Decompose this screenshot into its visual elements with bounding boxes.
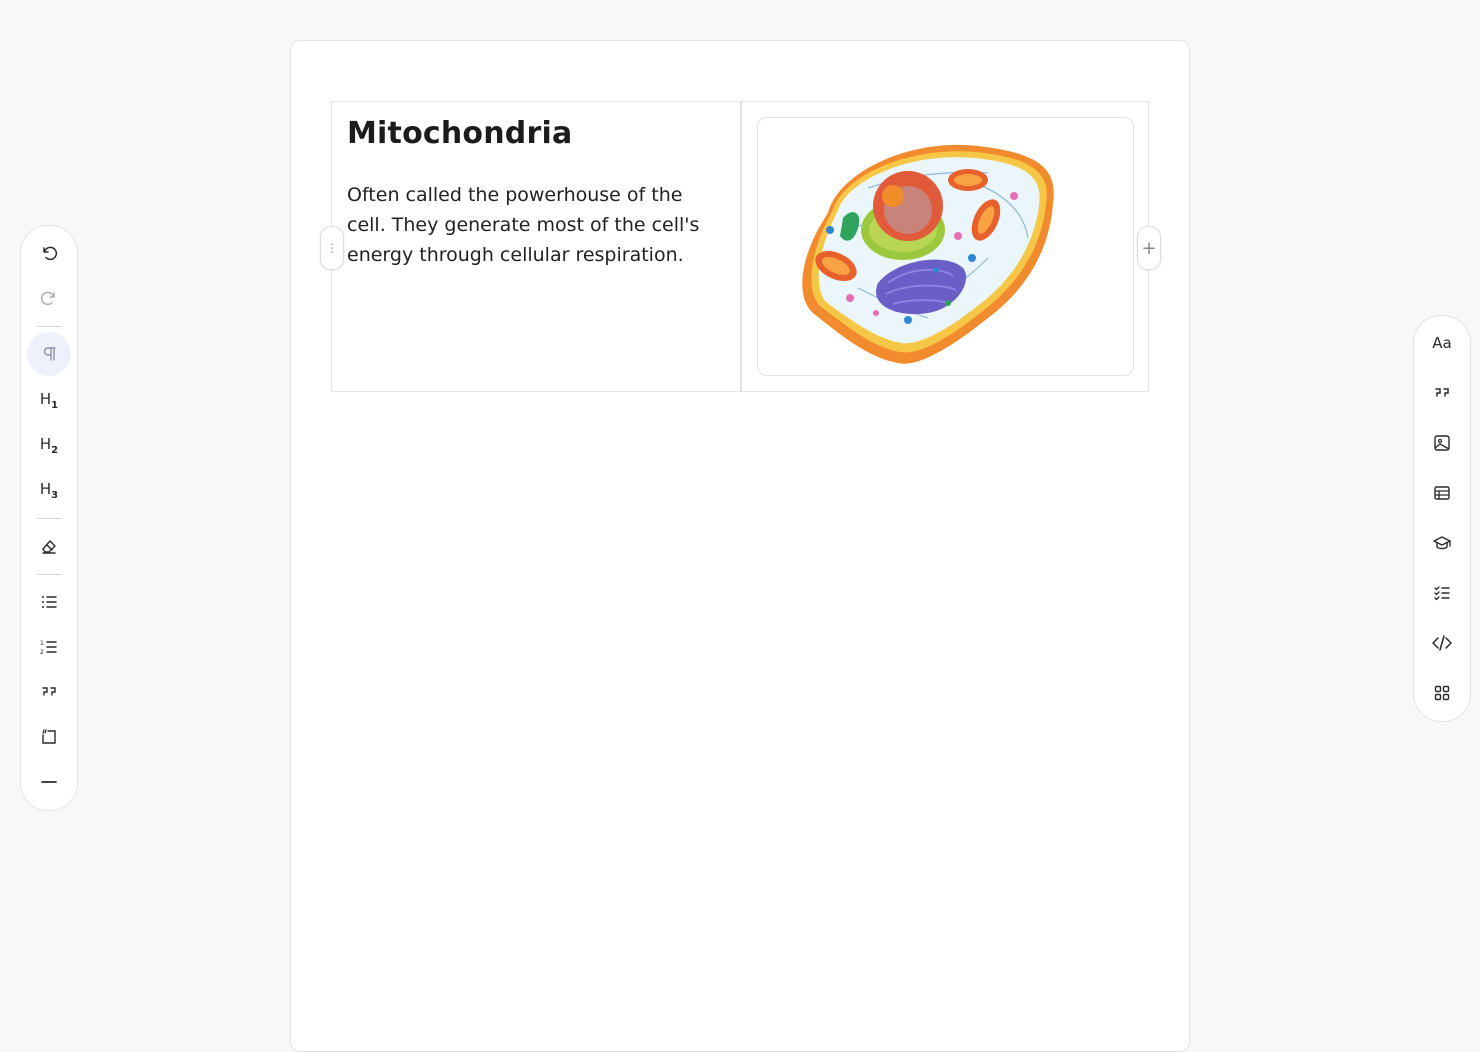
insert-quote-button[interactable]: [1420, 371, 1464, 415]
toolbar-divider: [36, 574, 62, 575]
ordered-list-button[interactable]: [27, 625, 71, 669]
horizontal-rule-button[interactable]: [27, 760, 71, 804]
redo-icon: [39, 288, 59, 308]
toolbar-divider: [36, 518, 62, 519]
insert-code-button[interactable]: [1420, 621, 1464, 665]
eraser-icon: [39, 536, 59, 556]
heading-3-button[interactable]: [27, 468, 71, 512]
quote-icon: [39, 682, 59, 702]
insert-table-button[interactable]: [1420, 471, 1464, 515]
insert-more-button[interactable]: [1420, 671, 1464, 715]
redo-button[interactable]: [27, 276, 71, 320]
toolbar-divider: [36, 326, 62, 327]
column-left[interactable]: [332, 102, 740, 391]
apps-grid-icon: [1432, 683, 1452, 703]
format-toolbar: [20, 225, 78, 811]
bullet-list-icon: [39, 592, 59, 612]
add-column-button[interactable]: +: [1137, 226, 1161, 270]
column-right[interactable]: [742, 102, 1148, 391]
insert-toolbar: [1413, 315, 1471, 722]
horizontal-rule-icon: [39, 772, 59, 792]
svg-text:1: 1: [40, 640, 44, 647]
heading-1-icon: $H_1$: [39, 389, 59, 411]
checklist-icon: [1432, 583, 1452, 603]
insert-image-button[interactable]: [1420, 421, 1464, 465]
block-paragraph[interactable]: Often called the powerhouse of the cell. They generate most of the cell's energy through cellular respiration.: [347, 184, 700, 266]
ordered-list-icon: [39, 637, 59, 657]
bullet-list-button[interactable]: [27, 580, 71, 624]
paragraph-icon: [40, 345, 58, 363]
table-icon: [1432, 483, 1452, 503]
blockquote-button[interactable]: [27, 670, 71, 714]
animal-cell-illustration: [758, 118, 1133, 375]
cell-image[interactable]: [757, 117, 1134, 376]
clear-format-button[interactable]: [27, 524, 71, 568]
heading-1-button[interactable]: [27, 378, 71, 422]
svg-text:2: 2: [40, 649, 44, 656]
quote-icon: [1432, 383, 1452, 403]
two-column-block: [331, 101, 1149, 392]
graduation-cap-icon: [1432, 533, 1452, 553]
code-block-icon: [39, 727, 59, 747]
heading-2-button[interactable]: [27, 423, 71, 467]
paragraph-button[interactable]: [27, 332, 71, 376]
insert-quiz-button[interactable]: [1420, 521, 1464, 565]
heading-3-icon: $H_3$: [39, 479, 59, 501]
undo-button[interactable]: [27, 231, 71, 275]
heading-2-icon: $H_2$: [39, 434, 59, 456]
text-style-button[interactable]: [1420, 321, 1464, 365]
insert-checklist-button[interactable]: [1420, 571, 1464, 615]
image-icon: [1432, 433, 1452, 453]
column-drag-handle[interactable]: ⋮: [320, 226, 344, 270]
text-style-icon: Aa: [1432, 334, 1452, 352]
code-icon: [1431, 633, 1453, 653]
block-heading[interactable]: Mitochondria: [347, 116, 573, 151]
undo-icon: [39, 243, 59, 263]
code-block-button[interactable]: [27, 715, 71, 759]
